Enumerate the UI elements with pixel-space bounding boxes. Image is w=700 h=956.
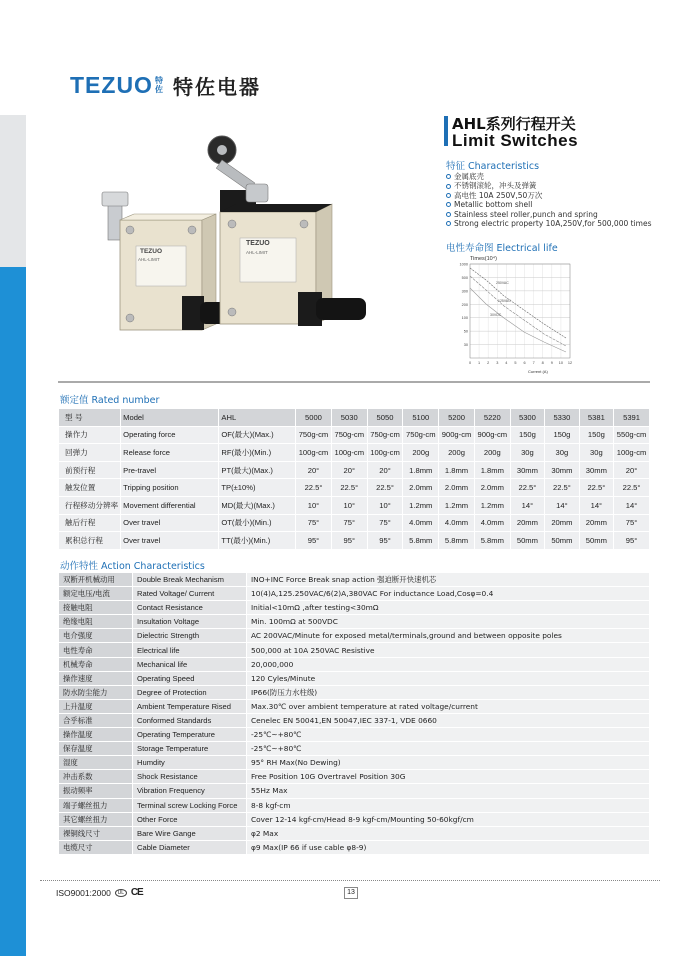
cell-value: 750g-cm [331, 426, 367, 444]
cell-en: Over travel [121, 514, 219, 532]
table-row [59, 671, 650, 685]
table-row [59, 587, 650, 601]
life-curve-label: 30VDC [490, 313, 502, 317]
photo-label-right [246, 240, 270, 247]
life-curve-125vac [470, 276, 566, 346]
cell-cn: 型 号 [59, 409, 121, 427]
x-tick-label: 8 [541, 361, 544, 365]
cell-symbol: TP(±10%) [219, 479, 296, 497]
table-row [59, 812, 650, 826]
x-tick-label: 10 [558, 361, 564, 365]
action-cell-value: 8-8 kgf-cm [247, 798, 650, 812]
action-cell-cn: 保存温度 [59, 742, 133, 756]
action-cell-en: Operating Speed [133, 671, 247, 685]
cell-value: 2.0mm [439, 479, 475, 497]
action-cell-en: Mechanical life [133, 657, 247, 671]
bullet-icon [446, 221, 451, 226]
cell-value: 20mm [579, 514, 613, 532]
cell-value: 750g-cm [403, 426, 439, 444]
life-chart-grid [470, 264, 570, 358]
action-cell-en: Conformed Standards [133, 713, 247, 727]
cell-en: Release force [121, 444, 219, 462]
cell-value: 2.0mm [474, 479, 510, 497]
x-tick-label: 6 [523, 361, 526, 365]
characteristic-item [446, 210, 651, 219]
characteristics-list [446, 172, 651, 228]
action-cell-value: Min. 100mΩ at 500VDC [247, 615, 650, 629]
action-cell-value: IP66(防压力水柱级) [247, 685, 650, 699]
cell-symbol: PT(最大)(Max.) [219, 461, 296, 479]
action-cell-value: -25℃~+80℃ [247, 728, 650, 742]
cell-value: 1.2mm [439, 496, 475, 514]
footer-dotted-rule [40, 880, 660, 881]
action-cell-en: Rated Voltage/ Current [133, 587, 247, 601]
action-cell-value: INO+INC Force Break snap action 强迫断开快速机芯 [247, 573, 650, 587]
cell-value: 200g [439, 444, 475, 462]
life-curve-label: 250VAC [496, 281, 509, 285]
table-row [59, 643, 650, 657]
action-cell-cn: 绝缘电阻 [59, 615, 133, 629]
action-cell-en: Electrical life [133, 643, 247, 657]
title-en: Limit Switches [452, 131, 579, 150]
cell-value: 22.5° [510, 479, 544, 497]
cell-en: Over travel [121, 532, 219, 550]
bullet-icon [446, 202, 451, 207]
characteristic-item [446, 191, 651, 200]
photo-label-left [140, 248, 162, 255]
cell-value: 30g [545, 444, 579, 462]
cell-cn: 行程移动分辨率 [59, 496, 121, 514]
action-cell-en: Vibration Frequency [133, 784, 247, 798]
life-chart-ylabel: Times(10⁴) [470, 256, 497, 262]
action-cell-value: 55Hz Max [247, 784, 650, 798]
table-row [59, 742, 650, 756]
action-cell-cn: 冲击系数 [59, 770, 133, 784]
cell-value: 95° [296, 532, 332, 550]
characteristic-text: 金属底壳 [454, 172, 484, 181]
cell-value: 1.2mm [474, 496, 510, 514]
photo-label-left-brand: TEZUO [140, 248, 163, 255]
action-cell-cn: 双断开机械动用 [59, 573, 133, 587]
action-cell-value: 95° RH Max(No Dewing) [247, 756, 650, 770]
cell-en: Operating force [121, 426, 219, 444]
logo-small-2: 佐 [154, 85, 163, 94]
action-cell-cn: 端子螺丝扭力 [59, 798, 133, 812]
cell-value: 95° [331, 532, 367, 550]
cell-value: 20° [296, 461, 332, 479]
cell-cn: 触后行程 [59, 514, 121, 532]
cell-value: 20° [367, 461, 403, 479]
y-tick-label: 30 [463, 343, 468, 348]
cell-value: 100g-cm [296, 444, 332, 462]
y-tick-label: 200 [461, 302, 468, 307]
ce-mark-icon: CE [130, 887, 143, 898]
bullet-icon [446, 174, 451, 179]
action-cell-value: Initial<10mΩ ,after testing<30mΩ [247, 601, 650, 615]
cell-value: 20mm [545, 514, 579, 532]
x-tick-label: 4 [505, 361, 508, 365]
action-cell-en: Cable Diameter [133, 840, 247, 854]
y-tick-label: 100 [461, 316, 468, 321]
cell-value: 20° [331, 461, 367, 479]
logo-word: TEZUO [70, 71, 153, 98]
table-row [59, 426, 650, 444]
action-cell-cn: 振动频率 [59, 784, 133, 798]
cell-value: 900g-cm [474, 426, 510, 444]
action-cell-cn: 电性寿命 [59, 643, 133, 657]
action-cell-cn: 额定电压/电流 [59, 587, 133, 601]
action-cell-cn: 操作温度 [59, 728, 133, 742]
action-cell-en: Terminal screw Locking Force [133, 798, 247, 812]
action-cell-value: Cover 12-14 kgf-cm/Head 8-9 kgf-cm/Mounting 50-60kgf/cm [247, 812, 650, 826]
action-cell-en: Ambient Temperature Rised [133, 699, 247, 713]
x-tick-label: 9 [550, 361, 553, 365]
chart-frame [470, 264, 570, 358]
action-cell-en: Double Break Mechanism [133, 573, 247, 587]
y-tick-label: 300 [461, 289, 468, 294]
cell-value: 100g-cm [331, 444, 367, 462]
cell-value: 50mm [545, 532, 579, 550]
section-rule [58, 381, 650, 383]
cell-value: 50mm [579, 532, 613, 550]
cell-cn: 操作力 [59, 426, 121, 444]
table-row [59, 461, 650, 479]
table-row [59, 798, 650, 812]
cell-value: 75° [331, 514, 367, 532]
cell-en: Movement differential [121, 496, 219, 514]
cell-value: 5381 [579, 409, 613, 427]
iso-text: ISO9001:2000 [56, 887, 111, 898]
cell-value: 10° [296, 496, 332, 514]
y-tick-label: 1000 [459, 262, 468, 267]
table-row [59, 629, 650, 643]
cell-symbol: OT(最小)(Min.) [219, 514, 296, 532]
cell-value: 30mm [579, 461, 613, 479]
cell-symbol: AHL [219, 409, 296, 427]
x-tick-label: 2 [487, 361, 490, 365]
cell-value: 22.5° [331, 479, 367, 497]
y-tick-label: 50 [463, 329, 468, 334]
life-curve-label: 125VAC [498, 299, 511, 303]
cell-symbol: RF(最小)(Min.) [219, 444, 296, 462]
electrical-life-chart [446, 254, 578, 376]
ul-mark-icon: UL [115, 889, 127, 897]
cell-value: 4.0mm [403, 514, 439, 532]
action-cell-en: Contact Resistance [133, 601, 247, 615]
action-cell-cn: 操作速度 [59, 671, 133, 685]
characteristics-heading: 特征 Characteristics [446, 161, 540, 172]
cell-en: Tripping position [121, 479, 219, 497]
cell-value: 5220 [474, 409, 510, 427]
cell-cn: 触发位置 [59, 479, 121, 497]
product-photo [70, 120, 410, 370]
photo-label-right-series [246, 250, 268, 255]
rated-heading: 额定值 Rated number [60, 395, 160, 406]
cell-value: 14° [614, 496, 650, 514]
action-cell-cn: 防水防尘能力 [59, 685, 133, 699]
action-cell-value: Cenelec EN 50041,EN 50047,IEC 337-1, VDE 0660 [247, 713, 650, 727]
action-cell-en: Shock Resistance [133, 770, 247, 784]
table-row [59, 657, 650, 671]
table-row [59, 685, 650, 699]
table-row [59, 444, 650, 462]
action-cell-value: 10(4)A,125.250VAC/6(2)A,380VAC For inductance Load,Cosφ=0.4 [247, 587, 650, 601]
action-cell-value: 500,000 at 10A 250VAC Resistive [247, 643, 650, 657]
bullet-icon [446, 212, 451, 217]
action-cell-cn: 机械寿命 [59, 657, 133, 671]
table-row [59, 713, 650, 727]
cell-en: Model [121, 409, 219, 427]
cell-value: 20mm [510, 514, 544, 532]
action-cell-value: 20,000,000 [247, 657, 650, 671]
action-cell-value: Max.30℃ over ambient temperature at rated voltage/current [247, 699, 650, 713]
x-tick-label: 12 [567, 361, 573, 365]
left-band-blue [0, 267, 26, 956]
cell-value: 5391 [614, 409, 650, 427]
cell-value: 150g [510, 426, 544, 444]
x-tick-label: 1 [478, 361, 481, 365]
cell-value: 550g-cm [614, 426, 650, 444]
cell-cn: 回弹力 [59, 444, 121, 462]
cell-value: 5300 [510, 409, 544, 427]
life-chart-yticks [460, 263, 468, 348]
cell-en: Pre-travel [121, 461, 219, 479]
cell-value: 750g-cm [296, 426, 332, 444]
table-row [59, 728, 650, 742]
cell-value: 200g [403, 444, 439, 462]
table-row [59, 601, 650, 615]
action-cell-en: Bare Wire Gange [133, 826, 247, 840]
action-cell-value: Free Position 10G Overtravel Position 30G [247, 770, 650, 784]
action-cell-en: Degree of Protection [133, 685, 247, 699]
cell-value: 100g-cm [367, 444, 403, 462]
cell-value: 5200 [439, 409, 475, 427]
action-cell-cn: 其它螺丝扭力 [59, 812, 133, 826]
cell-value: 22.5° [614, 479, 650, 497]
page-number: 13 [344, 887, 358, 899]
action-cell-value: 120 Cyles/Minute [247, 671, 650, 685]
table-row [59, 784, 650, 798]
photo-label-left-series-text: AHL-LIMIT [138, 257, 160, 262]
characteristic-text: 不锈钢滚轮，冲头及弹簧 [454, 181, 537, 191]
cell-value: 30g [579, 444, 613, 462]
electrical-life-heading: 电性寿命图 Electrical life [446, 243, 558, 254]
cell-value: 10° [331, 496, 367, 514]
footer-certifications [56, 887, 143, 898]
cell-value: 150g [545, 426, 579, 444]
cell-value: 22.5° [296, 479, 332, 497]
cell-value: 5.8mm [439, 532, 475, 550]
cell-value: 5000 [296, 409, 332, 427]
action-cell-cn: 电介强度 [59, 629, 133, 643]
action-cell-cn: 湿度 [59, 756, 133, 770]
characteristic-item [446, 172, 651, 181]
action-heading: 动作特性 Action Characteristics [60, 561, 205, 572]
life-chart-xticks [469, 361, 572, 365]
action-cell-en: Other Force [133, 812, 247, 826]
cell-value: 30mm [510, 461, 544, 479]
table-row [59, 699, 650, 713]
cell-value: 900g-cm [439, 426, 475, 444]
action-cell-cn: 上升温度 [59, 699, 133, 713]
cell-value: 150g [579, 426, 613, 444]
life-chart-xlabel: Current (A) [528, 369, 548, 374]
cell-value: 95° [367, 532, 403, 550]
photo-label-right-series-text: AHL-LIMIT [246, 250, 268, 255]
cell-cn: 前预行程 [59, 461, 121, 479]
title-accent-bar [444, 116, 448, 146]
photo-label-right-brand: TEZUO [246, 240, 270, 247]
cell-value: 5030 [331, 409, 367, 427]
brand-name-cn: 特佐电器 [172, 74, 261, 99]
action-cell-cn: 合乎标准 [59, 713, 133, 727]
characteristic-item [446, 181, 651, 190]
action-cell-cn: 裸铜线尺寸 [59, 826, 133, 840]
cell-value: 22.5° [545, 479, 579, 497]
table-row [59, 532, 650, 550]
cell-value: 750g-cm [367, 426, 403, 444]
action-cell-value: -25℃~+80℃ [247, 742, 650, 756]
life-curve-30vdc [470, 288, 566, 352]
table-row [59, 479, 650, 497]
cell-value: 75° [367, 514, 403, 532]
action-cell-value: φ9 Max(IP 66 if use cable φ8-9) [247, 840, 650, 854]
table-row [59, 770, 650, 784]
action-cell-cn: 接触电阻 [59, 601, 133, 615]
characteristic-item [446, 219, 651, 228]
table-row [59, 615, 650, 629]
title-cn: AHL系列行程开关 [452, 115, 576, 133]
cell-symbol: MD(最大)(Max.) [219, 496, 296, 514]
action-cell-value: AC 200VAC/Minute for exposed metal/terminals,ground and between opposite poles [247, 629, 650, 643]
cell-value: 22.5° [579, 479, 613, 497]
cell-value: 2.0mm [403, 479, 439, 497]
photo-label-left-series [138, 257, 160, 262]
logo-small-cn [155, 76, 163, 94]
x-tick-label: 5 [514, 361, 517, 365]
characteristic-text: Stainless steel roller,punch and spring [454, 209, 598, 219]
table-row [59, 756, 650, 770]
brand-logo [70, 70, 261, 100]
left-band-light [0, 115, 26, 267]
table-row [59, 573, 650, 587]
cell-value: 100g-cm [614, 444, 650, 462]
cell-symbol: OF(最大)(Max.) [219, 426, 296, 444]
cell-value: 4.0mm [439, 514, 475, 532]
cell-value: 30g [510, 444, 544, 462]
cell-value: 14° [510, 496, 544, 514]
action-cell-cn: 电缆尺寸 [59, 840, 133, 854]
characteristic-item [446, 200, 651, 209]
cell-value: 5.8mm [403, 532, 439, 550]
cell-value: 200g [474, 444, 510, 462]
cell-value: 4.0mm [474, 514, 510, 532]
cell-value: 1.8mm [439, 461, 475, 479]
cell-value: 95° [614, 532, 650, 550]
switch-left [102, 192, 240, 330]
characteristic-text: Metallic bottom shell [454, 200, 533, 210]
table-row [59, 840, 650, 854]
cell-value: 30mm [545, 461, 579, 479]
cell-value: 1.8mm [403, 461, 439, 479]
cell-value: 75° [296, 514, 332, 532]
cell-symbol: TT(最小)(Min.) [219, 532, 296, 550]
action-cell-en: Dielectric Strength [133, 629, 247, 643]
bullet-icon [446, 184, 451, 189]
cell-value: 1.8mm [474, 461, 510, 479]
switch-right [208, 136, 366, 326]
x-tick-label: 7 [532, 361, 535, 365]
cell-value: 75° [614, 514, 650, 532]
table-row [59, 514, 650, 532]
table-row [59, 496, 650, 514]
x-tick-label: 3 [496, 361, 499, 365]
action-cell-en: Operating Temperature [133, 728, 247, 742]
cell-value: 5100 [403, 409, 439, 427]
cell-value: 50mm [510, 532, 544, 550]
cell-value: 1.2mm [403, 496, 439, 514]
cell-value: 14° [579, 496, 613, 514]
y-tick-label: 500 [461, 275, 468, 280]
cell-cn: 累积总行程 [59, 532, 121, 550]
cell-value: 5.8mm [474, 532, 510, 550]
cell-value: 10° [367, 496, 403, 514]
action-cell-en: Storage Temperature [133, 742, 247, 756]
rated-table [58, 408, 650, 550]
table-row [59, 826, 650, 840]
action-cell-en: Humdity [133, 756, 247, 770]
bullet-icon [446, 193, 451, 198]
x-tick-label: 0 [468, 361, 472, 365]
action-cell-en: Insultation Voltage [133, 615, 247, 629]
cell-value: 20° [614, 461, 650, 479]
action-table [58, 572, 650, 855]
cell-value: 5050 [367, 409, 403, 427]
cell-value: 14° [545, 496, 579, 514]
logo-small-1: 特 [154, 76, 163, 85]
cell-value: 22.5° [367, 479, 403, 497]
characteristic-text: 高电性 10A 250V,50万次 [454, 190, 543, 200]
action-cell-value: φ2 Max [247, 826, 650, 840]
cell-value: 5330 [545, 409, 579, 427]
characteristic-text: Strong electric property 10A,250V,for 500,000 times [454, 219, 652, 229]
rated-header-row [59, 409, 650, 427]
